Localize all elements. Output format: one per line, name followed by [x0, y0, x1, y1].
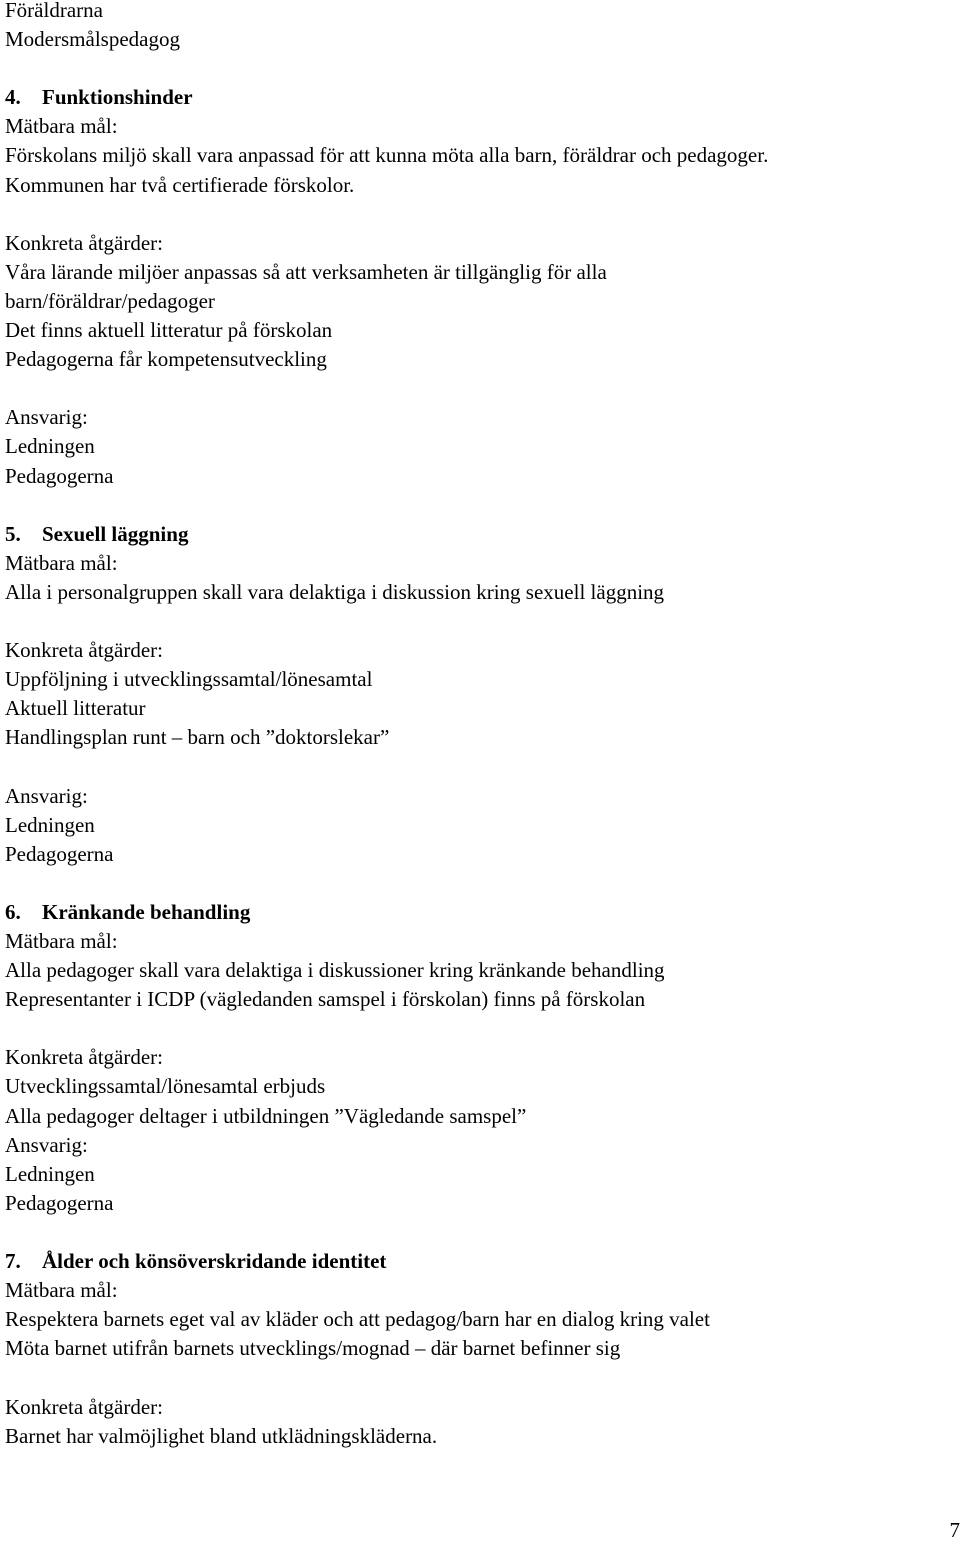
measurable-goal: Alla pedagoger skall vara delaktiga i diskussioner kring kränkande behandling	[5, 958, 665, 983]
actions-label: Konkreta åtgärder:	[5, 1394, 164, 1419]
section-heading	[5, 83, 945, 112]
action-item: Våra lärande miljöer anpassas så att verksamheten är tillgänglig för alla	[5, 259, 607, 284]
section-title: Ålder och könsöverskridande identitet	[42, 1249, 387, 1274]
measurable-goal: Alla i personalgruppen skall vara delaktiga i diskussion kring sexuell läggning	[5, 579, 665, 604]
action-item: Det finns aktuell litteratur på förskolan	[5, 318, 333, 343]
responsible-label: Ansvarig:	[5, 405, 88, 430]
action-item: Barnet har valmöjlighet bland utklädningskläderna.	[5, 1423, 438, 1448]
section-heading	[5, 1247, 945, 1276]
intro-line: Föräldrarna	[5, 0, 103, 22]
section-number: 7.	[5, 1249, 21, 1274]
measurable-goal: Förskolans miljö skall vara anpassad för att kunna möta alla barn, föräldrar och pedagoger.	[5, 143, 769, 168]
section-heading	[5, 520, 945, 549]
section-title: Funktionshinder	[42, 85, 193, 110]
section-number: 4.	[5, 85, 21, 110]
measurable-goal: Kommunen har två certifierade förskolor.	[5, 172, 355, 197]
section-number: 6.	[5, 899, 21, 924]
responsible-item: Pedagogerna	[5, 841, 114, 866]
intro-line: Modersmålspedagog	[5, 27, 180, 52]
responsible-item: Ledningen	[5, 1161, 95, 1186]
measurable-goals-label: Mätbara mål:	[5, 114, 118, 139]
responsible-item: Pedagogerna	[5, 1190, 114, 1215]
action-item: Aktuell litteratur	[5, 696, 146, 721]
actions-label: Konkreta åtgärder:	[5, 1045, 164, 1070]
measurable-goals-label: Mätbara mål:	[5, 550, 118, 575]
section-heading	[5, 898, 945, 927]
section-title: Sexuell läggning	[42, 521, 189, 546]
section-number: 5.	[5, 521, 21, 546]
action-item: barn/föräldrar/pedagoger	[5, 288, 215, 313]
measurable-goals-label: Mätbara mål:	[5, 929, 118, 953]
responsible-item: Pedagogerna	[5, 463, 114, 488]
measurable-goal: Representanter i ICDP (vägledanden samspel i förskolan) finns på förskolan	[5, 987, 646, 1012]
measurable-goal: Respektera barnets eget val av kläder och att pedagog/barn har en dialog kring valet	[5, 1307, 710, 1332]
page-number: 7	[949, 1518, 960, 1542]
action-item: Handlingsplan runt – barn och ”doktorslekar”	[5, 725, 390, 750]
action-item: Alla pedagoger deltager i utbildningen ”Vägledande samspel”	[5, 1103, 527, 1128]
actions-label: Konkreta åtgärder:	[5, 230, 164, 255]
section-title: Kränkande behandling	[42, 899, 251, 924]
responsible-label: Ansvarig:	[5, 1132, 88, 1157]
measurable-goals-label: Mätbara mål:	[5, 1278, 118, 1303]
measurable-goal: Möta barnet utifrån barnets utvecklings/mognad – där barnet befinner sig	[5, 1336, 621, 1361]
action-item: Uppföljning i utvecklingssamtal/lönesamtal	[5, 667, 373, 692]
document-page	[5, 0, 945, 1451]
responsible-label: Ansvarig:	[5, 783, 88, 808]
action-item: Utvecklingssamtal/lönesamtal erbjuds	[5, 1074, 326, 1099]
responsible-item: Ledningen	[5, 812, 95, 837]
responsible-item: Ledningen	[5, 434, 95, 459]
action-item: Pedagogerna får kompetensutveckling	[5, 347, 327, 372]
actions-label: Konkreta åtgärder:	[5, 638, 164, 663]
